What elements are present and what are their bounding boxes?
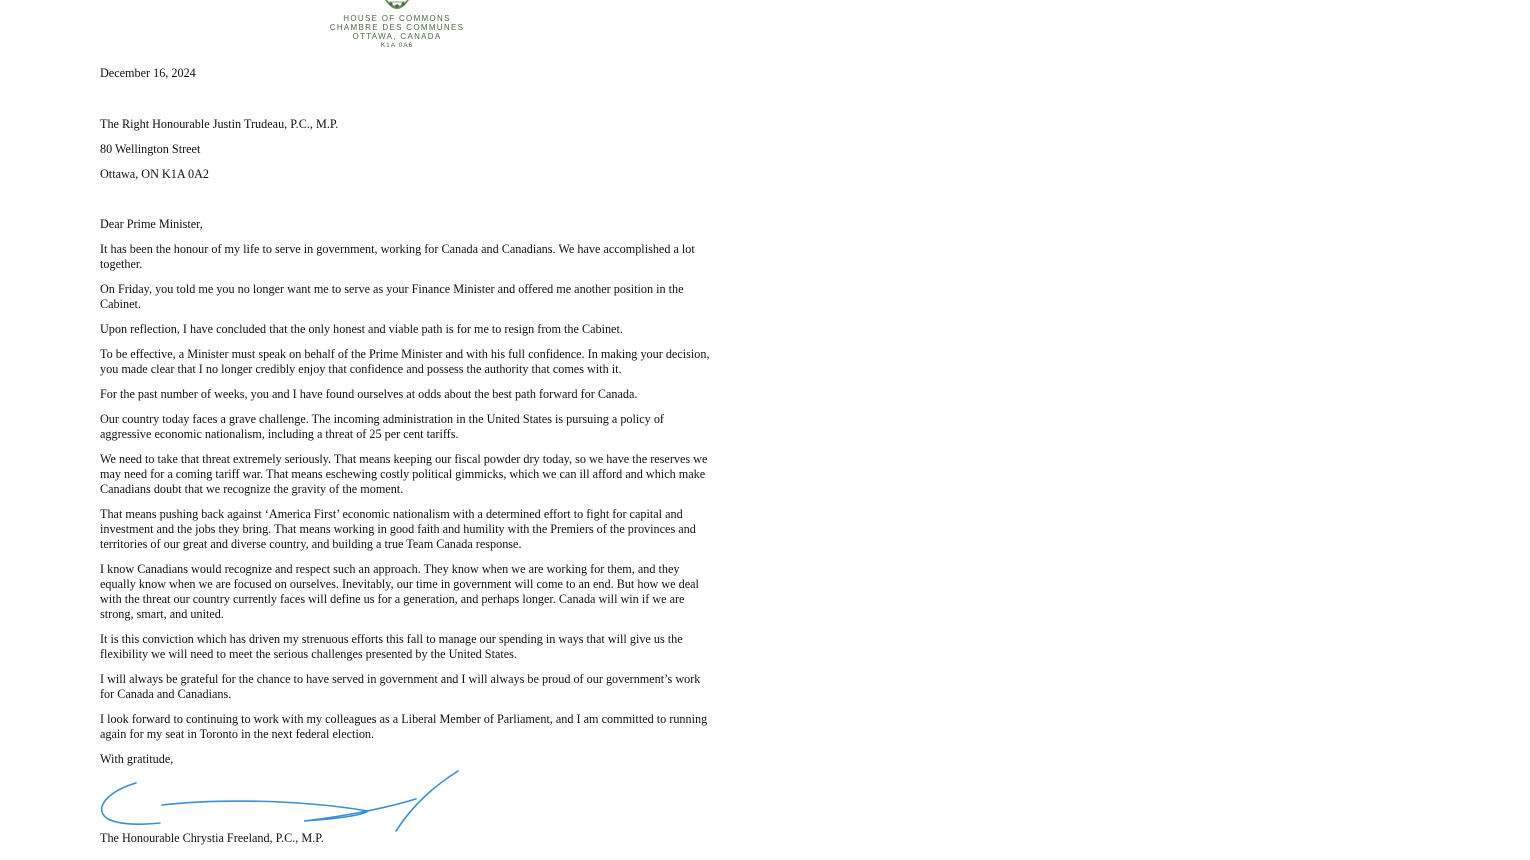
- letterhead: [318, 0, 476, 50]
- handwritten-signature-icon: [96, 769, 466, 835]
- letter-date: December 16, 2024: [100, 66, 196, 80]
- paragraph: Upon reflection, I have concluded that the only honest and viable path is for me to resign from the Cabinet.: [100, 322, 623, 336]
- paragraph: I know Canadians would recognize and respect such an approach. They know when we are working for them, and they equally know when we are focused on ourselves. Inevitably, our time in government will come to an end. But how we deal with the threat our country currently faces will define us for a generation, and perhaps longer. Canada will win if we are strong, smart, and united.: [100, 562, 699, 621]
- paragraph: Our country today faces a grave challenge. The incoming administration in the United States is pursuing a policy of aggressive economic nationalism, including a threat of 25 per cent tariffs.: [100, 412, 664, 441]
- recipient-city: Ottawa, ON K1A 0A2: [100, 167, 209, 181]
- paragraph: I look forward to continuing to work with my colleagues as a Liberal Member of Parliament, and I am committed to running again for my seat in Toronto in the next federal election.: [100, 712, 708, 741]
- salutation: Dear Prime Minister,: [100, 217, 203, 231]
- paragraph: On Friday, you told me you no longer want me to serve as your Finance Minister and offered me another position in the Cabinet.: [100, 282, 684, 311]
- recipient-street: 80 Wellington Street: [100, 142, 201, 156]
- closing: With gratitude,: [100, 752, 174, 766]
- letterhead-line-2: CHAMBRE DES COMMUNES: [329, 23, 465, 32]
- paragraph: It has been the honour of my life to serve in government, working for Canada and Canadians. We have accomplished a lot together.: [100, 242, 695, 271]
- signer-name: The Honourable Chrystia Freeland, P.C., M.P.: [100, 831, 324, 845]
- letter-body: [100, 66, 710, 846]
- letterhead-postal-code: K1A 0A6: [380, 42, 414, 49]
- paragraph: That means pushing back against ‘America First’ economic nationalism with a determined effort to fight for capital and investment and the jobs they bring. That means working in good faith and humility with the Premiers of the provinces and territories of our great and diverse country, and building a true Team Canada response.: [100, 507, 696, 551]
- paragraph: For the past number of weeks, you and I have found ourselves at odds about the best path forward for Canada.: [100, 387, 638, 401]
- paragraph: We need to take that threat extremely seriously. That means keeping our fiscal powder dry today, so we have the reserves we may need for a coming tariff war. That means eschewing costly political gimmicks, which we can ill afford and which make Canadians doubt that we recognize the gravity of the moment.: [100, 452, 708, 496]
- house-of-commons-crest-icon: [379, 0, 415, 14]
- paragraph: To be effective, a Minister must speak on behalf of the Prime Minister and with his full confidence. In making your decision, you made clear that I no longer credibly enjoy that confidence and possess the authority that comes with it.: [100, 347, 710, 376]
- paragraph: I will always be grateful for the chance to have served in government and I will always be proud of our government’s work for Canada and Canadians.: [100, 672, 701, 701]
- recipient-name: The Right Honourable Justin Trudeau, P.C., M.P.: [100, 117, 339, 131]
- letterhead-line-1: HOUSE OF COMMONS: [343, 14, 451, 23]
- letterhead-line-3: OTTAWA, CANADA: [352, 32, 442, 41]
- paragraph: It is this conviction which has driven my strenuous efforts this fall to manage our spending in ways that will give us the flexibility we will need to meet the serious challenges presented by the United States.: [100, 632, 683, 661]
